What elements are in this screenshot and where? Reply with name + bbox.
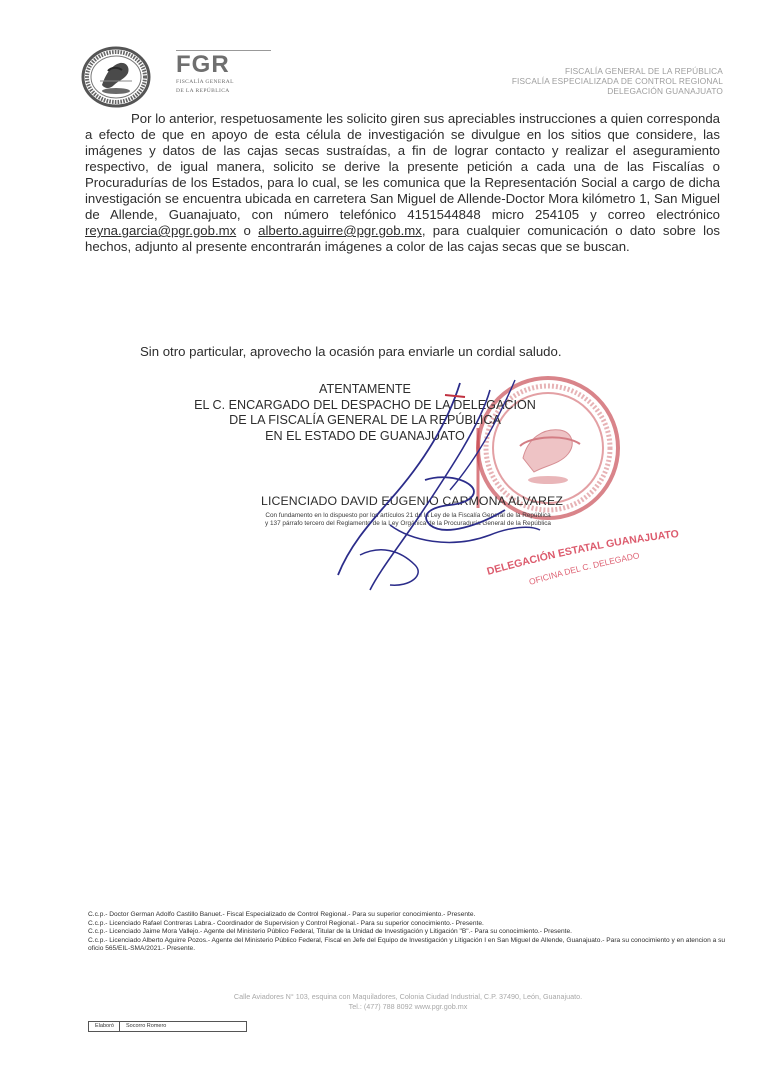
- signer-name: LICENCIADO DAVID EUGENIO CARMONA ALVAREZ: [261, 494, 563, 508]
- legal-basis-line-2: y 137 párrafo tercero del Reglamento de la Ley Orgánica de la Procuraduría General de la República: [265, 520, 551, 527]
- header-line-2: FISCALÍA ESPECIALIZADA DE CONTROL REGIONAL: [511, 76, 723, 86]
- conjunction: o: [243, 223, 251, 238]
- ccp-item: C.c.p.- Licenciado Alberto Aguirre Pozos.- Agente del Ministerio Público Federal, Fiscal en Jefe del Equipo de Investigación y Litigación I en San Miguel de Allende, Guanajuato.- Para su conocimiento y en atencion a su oficio 565/EIL-SMA/2021.- Presente.: [88, 936, 726, 953]
- elaboro-label: Elaboró: [88, 1021, 120, 1032]
- body-paragraph: [85, 111, 720, 255]
- fgr-logo: [176, 50, 271, 94]
- fgr-logo-text: FGR: [176, 51, 230, 78]
- atentamente: ATENTAMENTE: [319, 382, 411, 396]
- ccp-item: C.c.p.- Doctor German Adolfo Castillo Banuet.- Fiscal Especializado de Control Regional.- Para su superior conocimiento.- Presente.: [88, 911, 476, 918]
- body-text-end: , para cualquier comunicación o dato sobre los hechos, adjunto al presente encontrarán imágenes a color de las cajas secas que se buscan.: [85, 223, 721, 254]
- email-link-reyna[interactable]: reyna.garcia@pgr.gob.mx: [85, 223, 237, 238]
- signer-title-3: EN EL ESTADO DE GUANAJUATO: [265, 428, 465, 443]
- header-line-1: FISCALÍA GENERAL DE LA REPÚBLICA: [564, 66, 723, 76]
- legal-basis-line-1: Con fundamento en lo dispuesto por los artículos 21 de la Ley de la Fiscalía General de la República: [265, 512, 551, 519]
- fgr-logo-subtitle-1: FISCALÍA GENERAL: [176, 79, 234, 85]
- address-line: Calle Aviadores N° 103, esquina con Maquiladores, Colonia Ciudad Industrial, C.P. 37490, León, Guanajuato.: [233, 992, 583, 1001]
- header-line-3: DELEGACIÓN GUANAJUATO: [607, 86, 723, 96]
- elaboro-box: [88, 1021, 247, 1032]
- signer-title-1: EL C. ENCARGADO DEL DESPACHO DE LA DELEGACION: [194, 397, 536, 412]
- elaboro-name: Socorro Romero: [120, 1021, 247, 1032]
- ccp-item: C.c.p.- Licenciado Jaime Mora Vallejo.- Agente del Ministerio Público Federal, Titular de la Unidad de Investigación y Litigación "B".- Para su conocimiento.- Presente.: [88, 928, 572, 936]
- closing-line: Sin otro particular, aprovecho la ocasión para enviarle un cordial saludo.: [140, 344, 562, 359]
- body-text: Por lo anterior, respetuosamente les solicito giren sus apreciables instrucciones a quien corresponda a efecto de que en apoyo de esta célula de investigación se divulgue en los sitios que considere, las imágenes y datos de las cajas secas sustraídas, a fin de lograr contacto y realizar el aseguramiento respectivo, de igual manera, solicito se derive la presente petición a cada una de las Fiscalías o Procuradurías de los Estados, para lo cual, se les comunica que la Representación Social a cargo de dicha investigación se encuentra ubicada en carretera San Miguel de Allende-Doctor Mora kilómetro 1, San Miguel de Allende, Guanajuato, con número telefónico 4151544848 micro 254105 y correo electrónico: [85, 111, 720, 222]
- footer-address: [88, 992, 728, 1011]
- contact-line: Tel.: (477) 788 8092 www.pgr.gob.mx: [348, 1001, 468, 1011]
- ccp-item: C.c.p.- Licenciado Rafael Contreras Labra.- Coordinador de Supervision y Control Regional.- Para su superior conocimiento.- Presente.: [88, 919, 484, 927]
- email-link-alberto[interactable]: alberto.aguirre@pgr.gob.mx: [258, 223, 422, 238]
- header-institution-lines: [512, 66, 723, 96]
- ccp-list: [88, 911, 728, 954]
- mexican-seal-logo: [78, 45, 158, 109]
- svg-text:DELEGACIÓN ESTATAL GUANAJUATO: DELEGACIÓN ESTATAL GUANAJUATO: [485, 528, 680, 578]
- fgr-logo-subtitle-2: DE LA REPÚBLICA: [176, 87, 230, 94]
- signer-title-2: DE LA FISCALÍA GENERAL DE LA REPÚBLICA: [229, 413, 501, 427]
- svg-text:OFICINA DEL C. DELEGADO: OFICINA DEL C. DELEGADO: [527, 550, 641, 587]
- handwritten-signature: [330, 375, 550, 600]
